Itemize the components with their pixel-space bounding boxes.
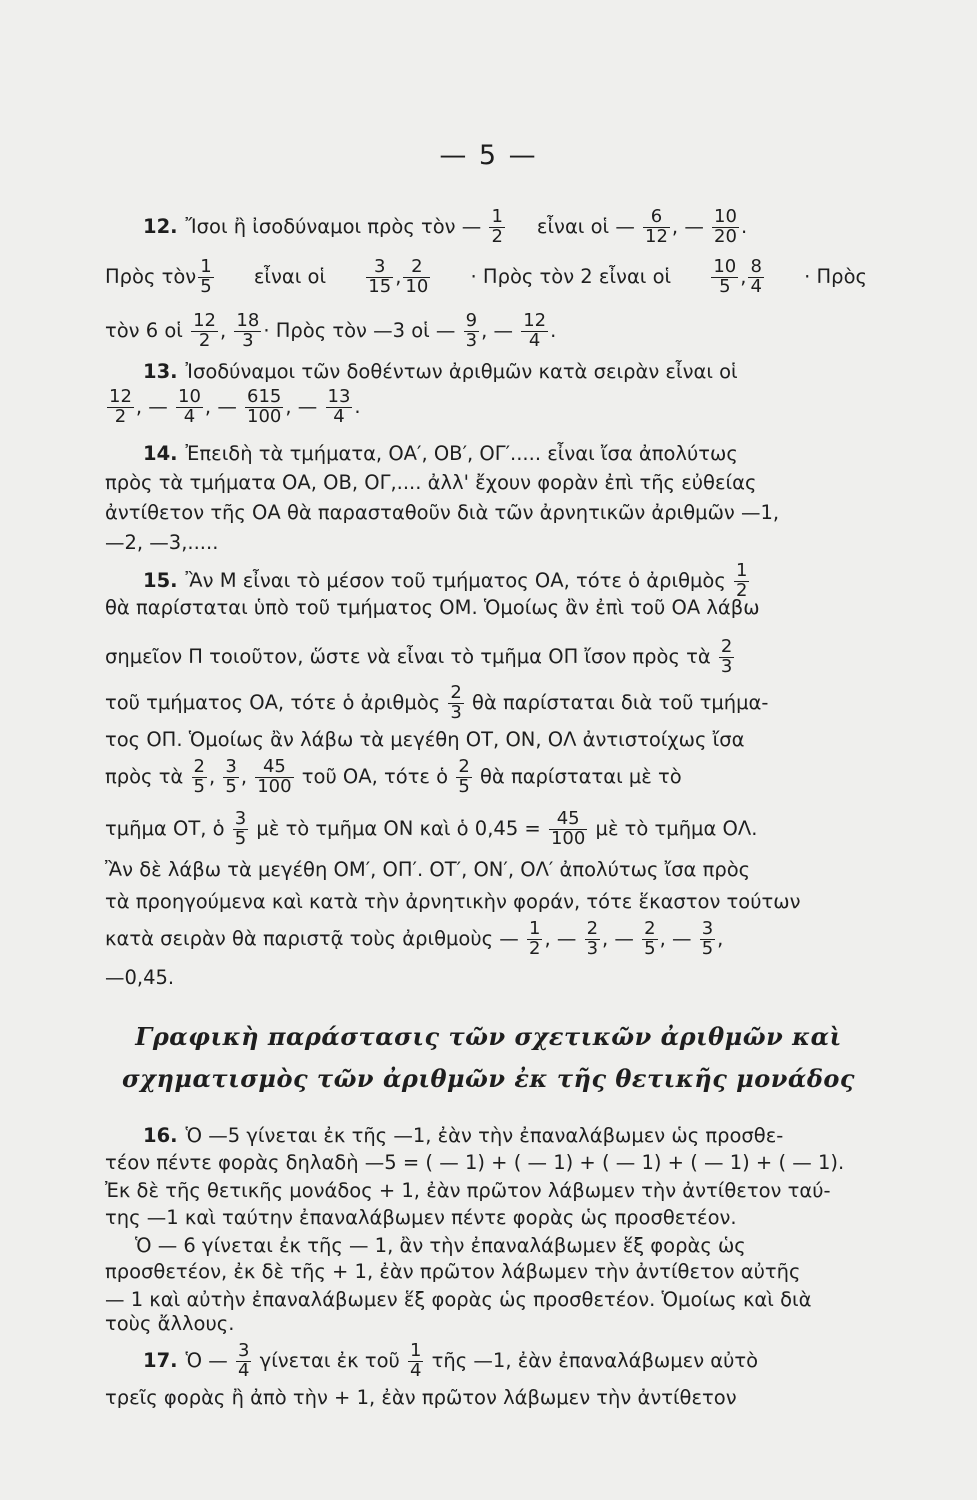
fraction: $\frac{3}{5}$ (234, 808, 247, 849)
fraction: $\frac{3}{5}$ (225, 756, 237, 797)
p15-line-7: τμῆμα ΟΤ, ὁ $\frac{3}{5}$ μὲ τὸ τμῆμα ΟΝ καὶ ὁ 0,45 = $\frac{45}{100}$ μὲ τὸ τμῆμα ΟΛ. (105, 808, 758, 849)
fraction: $\frac{10}{4}$ (178, 386, 201, 427)
p15-line-8: Ἂν δὲ λάβω τὰ μεγέθη ΟΜ′, ΟΠ′. ΟΤ′, ΟΝ′, ΟΛ′ ἀπολύτως ἴσα πρὸς (105, 858, 751, 881)
p15-line-6: πρὸς τὰ $\frac{2}{5}$ , $\frac{3}{5}$ , $\frac{45}{100}$ τοῦ ΟΑ, τότε ὁ $\frac{2}{5}$ θὰ παρίσταται μὲ τὸ (105, 756, 682, 797)
p15-line-1: 15. Ἂν Μ εἶναι τὸ μέσον τοῦ τμήματος ΟΑ, τότε ὁ ἀριθμὸς $\frac{1}{2}$ (143, 560, 748, 601)
p15-line-5: τος ΟΠ. Ὁμοίως ἂν λάβω τὰ μεγέθη ΟΤ, ΟΝ, ΟΛ ἀντιστοίχως ἴσα (105, 728, 745, 751)
p15-line-2: θὰ παρίσταται ὑπὸ τοῦ τμήματος ΟΜ. Ὁμοίως ἂν ἐπὶ τοῦ ΟΑ λάβω (105, 596, 760, 619)
p14-line-1: 14. Ἐπειδὴ τὰ τμήματα, ΟΑ′, ΟΒ′, ΟΓ′..... εἶναι ἴσα ἀπολύτως (143, 442, 738, 465)
fraction: $\frac{18}{3}$ (236, 310, 260, 351)
fraction: $\frac{3}{15}$ (368, 256, 392, 297)
page-number: — 5 — (439, 140, 538, 171)
fraction: $\frac{12}{2}$ (193, 310, 217, 351)
fraction: $\frac{12}{4}$ (523, 310, 547, 351)
p16-line-2: τέον πέντε φορὰς δηλαδὴ —5 = ( — 1) + ( — 1) + ( — 1) + ( — 1) + ( — 1). (105, 1151, 845, 1174)
fraction: $\frac{2}{3}$ (450, 682, 462, 723)
fraction: $\frac{10}{20}$ (714, 206, 737, 247)
p15-line-4: τοῦ τμήματος ΟΑ, τότε ὁ ἀριθμὸς $\frac{2}{3}$ θὰ παρίσταται διὰ τοῦ τμήμα- (105, 682, 769, 723)
fraction: $\frac{615}{100}$ (247, 386, 282, 427)
fraction: $\frac{1}{2}$ (736, 560, 748, 601)
p12-line-1: 12. Ἴσοι ἢ ἰσοδύναμοι πρὸς τὸν — $\frac{1}{2}$ εἶναι οἱ — $\frac{6}{12}$ , — $\frac{10}{20}$ . (143, 206, 748, 247)
fraction: $\frac{2}{5}$ (193, 756, 205, 797)
p15-line-3: σημεῖον Π τοιοῦτον, ὥστε νὰ εἶναι τὸ τμῆμα ΟΠ ἴσον πρὸς τὰ $\frac{2}{3}$ (105, 636, 733, 677)
p13-line-2: $\frac{12}{2}$ , — $\frac{10}{4}$ , — $\frac{615}{100}$ , — $\frac{13}{4}$ . (109, 386, 361, 427)
p12-number: 12. (143, 214, 178, 238)
p16-line-5: Ὁ — 6 γίνεται ἐκ τῆς — 1, ἂν τὴν ἐπαναλάβωμεν ἕξ φορὰς ὡς (135, 1234, 746, 1257)
p16-line-7: — 1 καὶ αὐτὴν ἐπαναλάβωμεν ἕξ φορὰς ὡς προσθετέον. Ὁμοίως καὶ διὰ (105, 1288, 812, 1311)
fraction: $\frac{13}{4}$ (327, 386, 351, 427)
p14-number: 14. (143, 442, 178, 465)
p16-number: 16. (143, 1124, 178, 1147)
fraction: $\frac{45}{100}$ (257, 756, 292, 797)
fraction: $\frac{1}{4}$ (410, 1340, 422, 1381)
p12-line-2: Πρὸς τὸν $\frac{1}{5}$ εἶναι οἱ $\frac{3}{15}$ , $\frac{2}{10}$ · Πρὸς τὸν 2 εἶναι οἱ $\frac{10}{5}$ , $\frac{8}{4}$ · Πρὸς (105, 256, 867, 297)
p14-line-2: πρὸς τὰ τμήματα ΟΑ, ΟΒ, ΟΓ,.... ἀλλ' ἔχουν φορὰν ἐπὶ τῆς εὐθείας (105, 471, 757, 494)
fraction: $\frac{3}{5}$ (701, 918, 714, 959)
p14-line-4: —2, —3,..... (105, 531, 219, 554)
fraction: $\frac{10}{5}$ (713, 256, 737, 297)
fraction: $\frac{2}{3}$ (720, 636, 733, 677)
p16-line-3: Ἐκ δὲ τῆς θετικῆς μονάδος + 1, ἐὰν πρῶτον λάβωμεν τὴν ἀντίθετον ταύ- (105, 1179, 831, 1202)
p16-line-1: 16. Ὁ —5 γίνεται ἐκ τῆς —1, ἐὰν τὴν ἐπαναλάβωμεν ὡς προσθε- (143, 1124, 784, 1147)
fraction: $\frac{2}{3}$ (586, 918, 599, 959)
p14-line-3: ἀντίθετον τῆς ΟΑ θὰ παρασταθοῦν διὰ τῶν ἀρνητικῶν ἀριθμῶν —1, (105, 501, 780, 524)
fraction: $\frac{2}{5}$ (458, 756, 470, 797)
fraction: $\frac{1}{2}$ (491, 206, 503, 247)
p17-number: 17. (143, 1348, 178, 1372)
p17-line-2: τρεῖς φορὰς ἢ ἀπὸ τὴν + 1, ἐὰν πρῶτον λάβωμεν τὴν ἀντίθετον (105, 1386, 737, 1409)
p15-line-10: κατὰ σειρὰν θὰ παριστᾷ τοὺς ἀριθμοὺς — $\frac{1}{2}$ , — $\frac{2}{3}$ , — $\frac{2}{5}$ , — $\frac{3}{5}$ , (105, 918, 724, 959)
p17-line-1: 17. Ὁ — $\frac{3}{4}$ γίνεται ἐκ τοῦ $\frac{1}{4}$ τῆς —1, ἐὰν ἐπαναλάβωμεν αὐτὸ (143, 1340, 759, 1381)
p16-line-6: προσθετέον, ἐκ δὲ τῆς + 1, ἐὰν πρῶτον λάβωμεν τὴν ἀντίθετον αὐτῆς (105, 1260, 801, 1283)
p15-line-11: —0,45. (105, 966, 175, 989)
fraction: $\frac{1}{5}$ (200, 256, 212, 297)
section-heading-line-1: Γραφικὴ παράστασις τῶν σχετικῶν ἀριθμῶν καὶ (135, 1022, 842, 1051)
fraction: $\frac{3}{4}$ (238, 1340, 250, 1381)
fraction: $\frac{2}{5}$ (644, 918, 656, 959)
p15-number: 15. (143, 568, 178, 592)
fraction: $\frac{6}{12}$ (645, 206, 668, 247)
p16-line-8: τοὺς ἄλλους. (105, 1312, 235, 1335)
p13-line-1: 13. Ἰσοδύναμοι τῶν δοθέντων ἀριθμῶν κατὰ σειρὰν εἶναι οἱ (143, 360, 738, 383)
fraction: $\frac{1}{2}$ (529, 918, 541, 959)
p12-line-3: τὸν 6 οἱ $\frac{12}{2}$ , $\frac{18}{3}$ · Πρὸς τὸν —3 οἱ — $\frac{9}{3}$ , — $\frac{12}{4}$ . (105, 310, 557, 351)
fraction: $\frac{12}{2}$ (109, 386, 132, 427)
fraction: $\frac{2}{10}$ (405, 256, 429, 297)
p16-line-4: της —1 καὶ ταύτην ἐπαναλάβωμεν πέντε φορὰς ὡς προσθετέον. (105, 1206, 737, 1229)
p13-number: 13. (143, 360, 178, 383)
fraction: $\frac{45}{100}$ (550, 808, 586, 849)
fraction: $\frac{8}{4}$ (750, 256, 762, 297)
p15-line-9: τὰ προηγούμενα καὶ κατὰ τὴν ἀρνητικὴν φοράν, τότε ἕκαστον τούτων (105, 890, 801, 913)
fraction: $\frac{9}{3}$ (465, 310, 478, 351)
section-heading-line-2: σχηματισμὸς τῶν ἀριθμῶν ἐκ τῆς θετικῆς μονάδος (121, 1064, 856, 1093)
